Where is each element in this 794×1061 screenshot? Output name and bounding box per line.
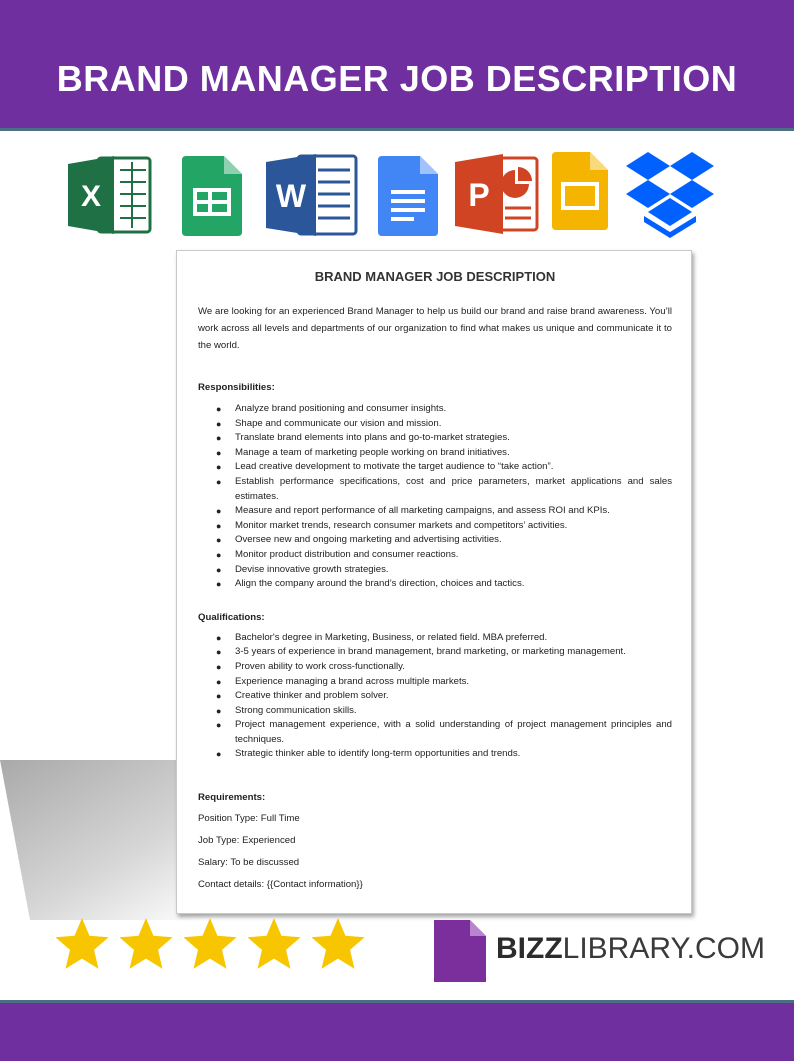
svg-text:P: P	[468, 177, 490, 213]
bullet-icon: ●	[216, 720, 222, 731]
bullet-icon: ●	[216, 676, 222, 687]
list-item-text: Strong communication skills.	[235, 704, 357, 716]
bullet-icon: ●	[216, 520, 222, 531]
google-sheets-icon[interactable]	[182, 156, 242, 236]
app-icons-row	[0, 148, 794, 244]
bullet-icon: ●	[216, 535, 222, 546]
bullet-icon: ●	[216, 632, 222, 643]
list-item	[198, 548, 672, 563]
list-item-text: Proven ability to work cross-functionally.	[235, 660, 405, 672]
rating-stars	[52, 914, 372, 974]
powerpoint-icon[interactable]	[455, 152, 541, 236]
bullet-icon: ●	[216, 705, 222, 716]
list-item-text: Analyze brand positioning and consumer insights.	[235, 403, 447, 414]
bullet-icon: ●	[216, 404, 222, 414]
bullet-icon: ●	[216, 661, 222, 672]
list-item-text: Experience managing a brand across multiple markets.	[235, 675, 470, 687]
list-item	[198, 402, 672, 417]
list-item	[198, 417, 672, 432]
list-item-text: Manage a team of marketing people working on brand initiatives.	[235, 446, 510, 458]
google-slides-icon[interactable]	[552, 152, 608, 230]
bullet-icon: ●	[216, 579, 222, 590]
star-icon	[247, 918, 300, 969]
list-item-text: Monitor market trends, research consumer markets and competitors’ activities.	[235, 519, 568, 531]
bullet-icon: ●	[216, 506, 222, 517]
excel-icon[interactable]	[68, 154, 152, 236]
bullet-icon: ●	[216, 476, 222, 487]
list-item-text: Devise innovative growth strategies.	[235, 563, 389, 575]
list-item-text: 3-5 years of experience in brand management, brand marketing, or marketing management.	[235, 646, 626, 658]
star-icon	[183, 918, 236, 969]
list-item	[198, 431, 672, 446]
list-item	[198, 675, 672, 690]
qualifications-heading: Qualifications:	[198, 611, 265, 623]
bullet-icon: ●	[216, 691, 222, 702]
list-item	[198, 504, 672, 519]
google-docs-icon[interactable]	[378, 156, 438, 236]
list-item	[198, 645, 672, 660]
list-item-text: Align the company around the brand’s direction, choices and tactics.	[235, 578, 525, 590]
list-item-text: Strategic thinker able to identify long-term opportunities and trends.	[235, 748, 521, 760]
contact-details: Contact details: {{Contact information}}	[198, 879, 363, 891]
bullet-icon: ●	[216, 447, 222, 458]
list-item-text: Measure and report performance of all marketing campaigns, and assess ROI and KPIs.	[235, 505, 610, 517]
dropbox-icon[interactable]	[622, 150, 718, 242]
list-item	[198, 631, 672, 646]
svg-text:W: W	[275, 178, 307, 214]
word-icon[interactable]	[266, 152, 360, 238]
list-item-text: Translate brand elements into plans and go-to-market strategies.	[235, 432, 510, 444]
bullet-icon: ●	[216, 418, 222, 429]
list-item	[198, 704, 672, 719]
list-item	[198, 460, 672, 475]
intro-paragraph: We are looking for an experienced Brand Manager to help us build our brand and raise brand awareness. You’ll work across all levels and departments of our organization to find what makes us unique and communicate it to the world.	[198, 306, 672, 351]
bullet-icon: ●	[216, 549, 222, 560]
list-item	[198, 475, 672, 504]
list-item	[198, 533, 672, 548]
list-item	[198, 563, 672, 578]
list-item-text: Lead creative development to motivate the target audience to “take action”.	[235, 461, 554, 473]
svg-text:X: X	[80, 180, 102, 213]
responsibilities-list	[198, 402, 672, 592]
star-icon	[119, 918, 172, 969]
list-item	[198, 519, 672, 534]
star-icon	[55, 918, 108, 969]
position-type: Position Type: Full Time	[198, 813, 300, 825]
list-item-text: Creative thinker and problem solver.	[235, 690, 389, 702]
bullet-icon: ●	[216, 564, 222, 575]
list-item-text: Oversee new and ongoing marketing and advertising activities.	[235, 534, 502, 546]
bullet-icon: ●	[216, 647, 222, 658]
document-preview	[176, 250, 692, 914]
bullet-icon: ●	[216, 749, 222, 760]
brand-document-icon	[434, 920, 490, 984]
list-item	[198, 718, 672, 747]
salary: Salary: To be discussed	[198, 857, 300, 869]
header-band	[0, 0, 794, 131]
list-item-text: Shape and communicate our vision and mission.	[235, 417, 442, 429]
list-item	[198, 577, 672, 592]
list-item-text: Bachelor's degree in Marketing, Business, or related field. MBA preferred.	[235, 631, 548, 643]
list-item-text: Project management experience, with a solid understanding of project management principles and techniques.	[235, 719, 672, 745]
job-type: Job Type: Experienced	[198, 835, 296, 847]
page-title: BRAND MANAGER JOB DESCRIPTION	[56, 58, 738, 99]
star-icon	[311, 918, 364, 969]
brand-name: BIZZLIBRARY.COM	[496, 932, 765, 965]
list-item	[198, 660, 672, 675]
footer-band	[0, 1000, 794, 1061]
requirements-heading: Requirements:	[198, 792, 266, 804]
list-item-text: Establish performance specifications, cost and price parameters, market applications and sales estimates.	[235, 475, 672, 502]
list-item	[198, 747, 672, 762]
list-item	[198, 446, 672, 461]
list-item	[198, 689, 672, 704]
bullet-icon: ●	[216, 462, 222, 473]
bullet-icon: ●	[216, 433, 222, 444]
responsibilities-heading: Responsibilities:	[198, 382, 275, 393]
qualifications-list	[198, 631, 672, 762]
brand-logo[interactable]	[434, 920, 765, 984]
document-title: BRAND MANAGER JOB DESCRIPTION	[314, 269, 556, 284]
list-item-text: Monitor product distribution and consumer reactions.	[235, 548, 459, 560]
